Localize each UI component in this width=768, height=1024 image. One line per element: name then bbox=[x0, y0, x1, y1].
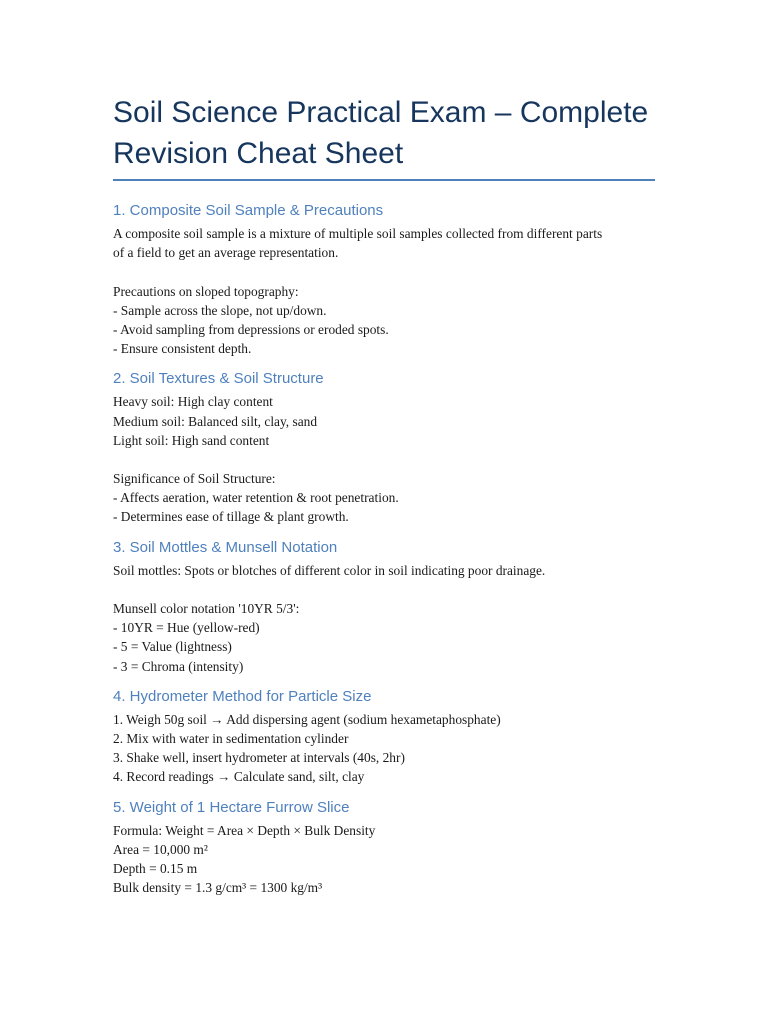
body-line: Light soil: High sand content bbox=[113, 432, 270, 448]
section-heading: 4. Hydrometer Method for Particle Size bbox=[113, 687, 372, 705]
body-line: of a field to get an average representation. bbox=[113, 245, 339, 261]
section-soil-textures bbox=[113, 368, 673, 526]
section-composite-sample bbox=[113, 200, 673, 358]
blank-line bbox=[113, 580, 673, 599]
body-line: Bulk density = 1.3 g/cm³ = 1300 kg/m³ bbox=[113, 880, 323, 896]
body-line: - Sample across the slope, not up/down. bbox=[113, 302, 327, 318]
body-line: Medium soil: Balanced silt, clay, sand bbox=[113, 413, 318, 429]
body-line: - 3 = Chroma (intensity) bbox=[113, 658, 244, 674]
body-line: Heavy soil: High clay content bbox=[113, 394, 273, 410]
body-line: - Determines ease of tillage & plant growth. bbox=[113, 509, 349, 525]
document-title bbox=[113, 92, 658, 174]
section-heading: 3. Soil Mottles & Munsell Notation bbox=[113, 538, 338, 556]
body-line: 3. Shake well, insert hydrometer at intervals (40s, 2hr) bbox=[113, 750, 405, 766]
body-line: - 5 = Value (lightness) bbox=[113, 639, 232, 655]
body-line: Significance of Soil Structure: bbox=[113, 471, 276, 487]
section-spacer bbox=[113, 527, 673, 537]
body-line: - Affects aeration, water retention & root penetration. bbox=[113, 490, 399, 506]
title-line-1: Soil Science Practical Exam – Complete bbox=[113, 96, 649, 129]
section-heading: 5. Weight of 1 Hectare Furrow Slice bbox=[113, 798, 350, 816]
section-furrow-slice bbox=[113, 797, 673, 898]
body-line: - 10YR = Hue (yellow-red) bbox=[113, 620, 260, 636]
body-line: - Ensure consistent depth. bbox=[113, 341, 252, 357]
section-hydrometer-method bbox=[113, 686, 673, 787]
body-line: 4. Record readings → Calculate sand, silt, clay bbox=[113, 769, 365, 785]
body-line: Formula: Weight = Area × Depth × Bulk Density bbox=[113, 822, 376, 838]
section-heading: 2. Soil Textures & Soil Structure bbox=[113, 370, 324, 388]
body-line: 2. Mix with water in sedimentation cylinder bbox=[113, 730, 349, 746]
document-body bbox=[113, 200, 673, 897]
title-line-2: Revision Cheat Sheet bbox=[113, 137, 404, 170]
body-line: Precautions on sloped topography: bbox=[113, 283, 299, 299]
section-spacer bbox=[113, 787, 673, 797]
body-line: 1. Weigh 50g soil → Add dispersing agent (sodium hexametaphosphate) bbox=[113, 711, 501, 727]
section-spacer bbox=[113, 358, 673, 368]
section-heading: 1. Composite Soil Sample & Precautions bbox=[113, 202, 384, 219]
body-line: Soil mottles: Spots or blotches of different color in soil indicating poor drainage. bbox=[113, 562, 546, 578]
section-soil-mottles bbox=[113, 537, 673, 676]
body-line: A composite soil sample is a mixture of multiple soil samples collected from different parts bbox=[113, 226, 603, 241]
body-line: - Avoid sampling from depressions or eroded spots. bbox=[113, 321, 389, 337]
title-underline bbox=[113, 179, 655, 181]
blank-line bbox=[113, 262, 673, 281]
section-spacer bbox=[113, 676, 673, 686]
body-line: Depth = 0.15 m bbox=[113, 860, 198, 876]
blank-line bbox=[113, 450, 673, 469]
body-line: Munsell color notation '10YR 5/3': bbox=[113, 601, 300, 616]
body-line: Area = 10,000 m² bbox=[113, 841, 208, 857]
